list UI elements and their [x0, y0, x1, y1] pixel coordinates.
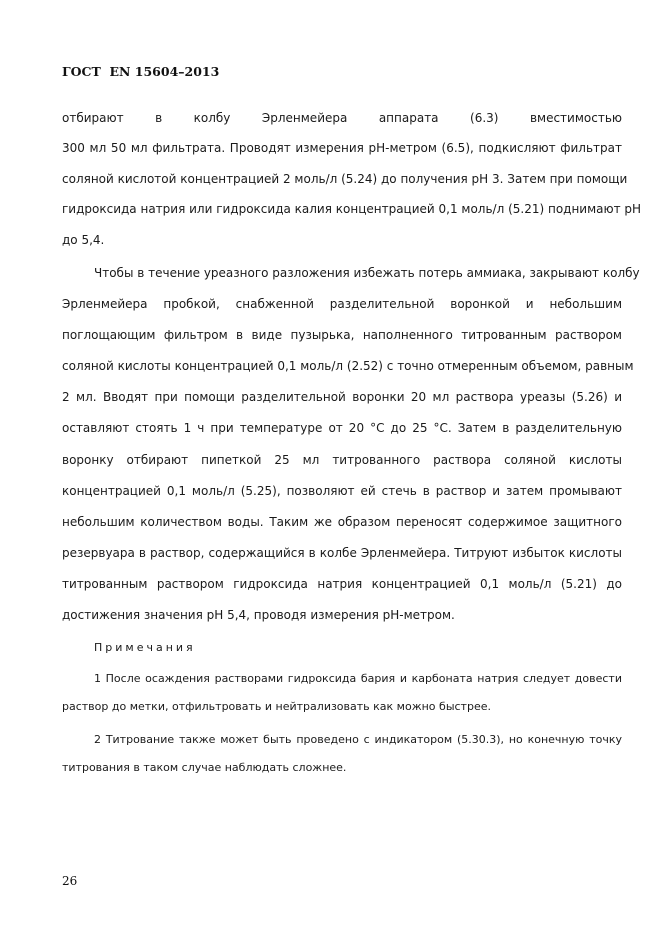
paragraph2-line: небольшим количеством воды. Таким же образом переносят содержимое защитного	[62, 515, 622, 529]
paragraph2-line: поглощающим фильтром в виде пузырька, наполненного титрованным раствором	[62, 328, 622, 342]
note1-line: раствор до метки, отфильтровать и нейтрализовать как можно быстрее.	[62, 700, 491, 713]
paragraph1-line: отбирают в колбу Эрленмейера аппарата (6.3) вместимостью	[62, 111, 622, 125]
notes-title: Примечания	[94, 641, 196, 654]
paragraph1-line: до 5,4.	[62, 233, 105, 247]
document-header: ГОСТ EN 15604–2013	[62, 64, 220, 79]
page-number: 26	[62, 874, 78, 888]
paragraph2-line: титрованным раствором гидроксида натрия концентрацией 0,1 моль/л (5.21) до	[62, 577, 622, 591]
note2-line: 2 Титрование также может быть проведено с индикатором (5.30.3), но конечную точку	[94, 733, 622, 746]
paragraph2-line: достижения значения pH 5,4, проводя измерения pH-метром.	[62, 608, 455, 622]
paragraph2-line: оставляют стоять 1 ч при температуре от 20 °С до 25 °С. Затем в разделительную	[62, 421, 622, 435]
paragraph2-line: 2 мл. Вводят при помощи разделительной воронки 20 мл раствора уреазы (5.26) и	[62, 390, 622, 404]
paragraph1-line: 300 мл 50 мл фильтрата. Проводят измерения pH-метром (6.5), подкисляют фильтрат	[62, 141, 622, 155]
paragraph2-line: соляной кислоты концентрацией 0,1 моль/л (2.52) с точно отмеренным объемом, равным	[62, 359, 634, 373]
paragraph2-line: резервуара в раствор, содержащийся в колбе Эрленмейера. Титруют избыток кислоты	[62, 546, 622, 560]
paragraph1-line: гидроксида натрия или гидроксида калия концентрацией 0,1 моль/л (5.21) поднимают pH	[62, 202, 642, 216]
paragraph2-line: концентрацией 0,1 моль/л (5.25), позволяют ей стечь в раствор и затем промывают	[62, 484, 622, 498]
paragraph2-line: Эрленмейера пробкой, снабженной разделительной воронкой и небольшим	[62, 297, 622, 311]
paragraph1-line: соляной кислотой концентрацией 2 моль/л (5.24) до получения pH 3. Затем при помощи	[62, 172, 628, 186]
note2-line: титрования в таком случае наблюдать сложнее.	[62, 761, 347, 774]
paragraph2-line: воронку отбирают пипеткой 25 мл титрованного раствора соляной кислоты	[62, 453, 622, 467]
paragraph2-line: Чтобы в течение уреазного разложения избежать потерь аммиака, закрывают колбу	[94, 266, 640, 280]
note1-line: 1 После осаждения растворами гидроксида бария и карбоната натрия следует довести	[94, 672, 622, 685]
